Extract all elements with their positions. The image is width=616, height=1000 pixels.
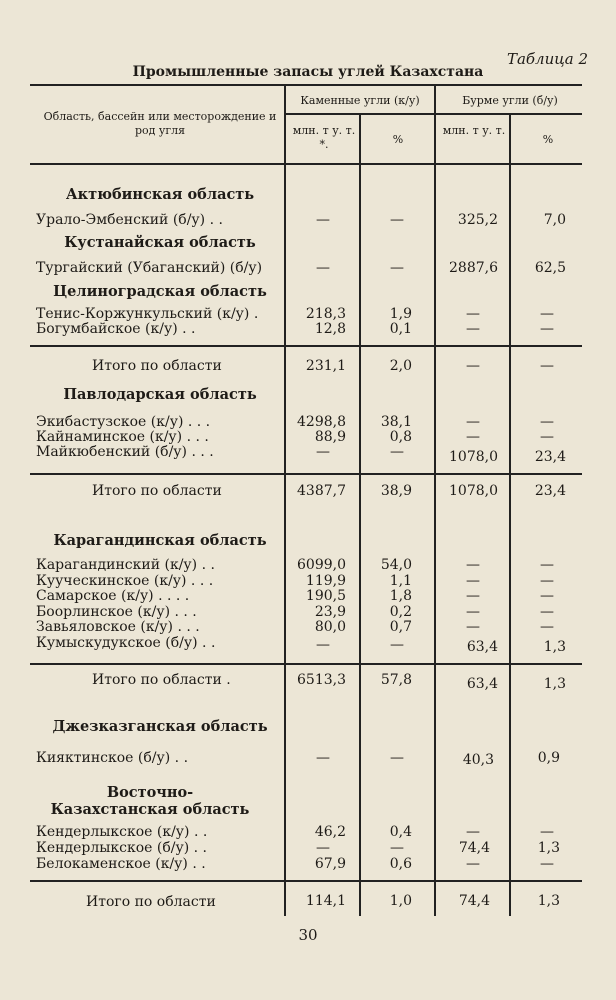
subtotal-rule bbox=[30, 663, 582, 665]
subtotal-rule bbox=[30, 880, 582, 882]
column-rule bbox=[509, 113, 511, 916]
row-name: Кендерлыкское (к/у) . . bbox=[36, 824, 208, 840]
hard-percent-cell: 2,0 bbox=[389, 358, 412, 374]
region-heading: Актюбинская область bbox=[65, 186, 255, 203]
brown-tons-cell: 1078,0 bbox=[449, 449, 498, 465]
brown-percent-cell: — bbox=[540, 557, 554, 573]
subtotal-rule bbox=[30, 345, 582, 347]
region-heading: Целиноградская область bbox=[53, 283, 267, 300]
hard-percent-cell: — bbox=[390, 750, 404, 766]
brown-percent-cell: 62,5 bbox=[534, 260, 566, 276]
brown-percent-cell: — bbox=[540, 358, 554, 374]
subtotal-label: Итого по области bbox=[86, 894, 216, 910]
hard-tons-cell: 218,3 bbox=[305, 306, 346, 322]
hard-tons-cell: 46,2 bbox=[314, 824, 346, 840]
page-number: 30 bbox=[298, 926, 318, 944]
hard-tons-cell: 231,1 bbox=[305, 358, 346, 374]
row-name: Тургайский (Убаганский) (б/у) bbox=[36, 260, 263, 276]
subtotal-label: Итого по области bbox=[92, 358, 222, 374]
hard-percent-cell: 57,8 bbox=[380, 672, 412, 688]
hard-tons-cell: — bbox=[316, 637, 330, 653]
hard-percent-cell: 1,1 bbox=[389, 573, 412, 589]
brown-tons-cell: 325,2 bbox=[457, 212, 498, 228]
brown-tons-cell: — bbox=[466, 588, 480, 604]
hard-percent-cell: — bbox=[390, 444, 404, 460]
row-name: Экибастузское (к/у) . . . bbox=[36, 414, 211, 430]
hard-percent-cell: 0,6 bbox=[389, 856, 412, 872]
hard-tons-cell: 4387,7 bbox=[297, 483, 346, 499]
column-rule bbox=[434, 84, 436, 916]
hard-tons-cell: 88,9 bbox=[314, 429, 346, 445]
brown-percent-cell: — bbox=[540, 429, 554, 445]
hard-percent-cell: 0,1 bbox=[389, 321, 412, 337]
region-heading: Кустанайская область bbox=[64, 234, 256, 251]
row-name: Самарское (к/у) . . . . bbox=[36, 588, 190, 604]
hard-tons-cell: 12,8 bbox=[314, 321, 346, 337]
hard-tons-cell: 6099,0 bbox=[297, 557, 346, 573]
brown-tons-cell: 74,4 bbox=[458, 893, 490, 909]
hard-tons-cell: — bbox=[316, 212, 330, 228]
hard-tons-cell: 119,9 bbox=[305, 573, 346, 589]
brown-tons-cell: 1078,0 bbox=[449, 483, 498, 499]
brown-tons-cell: 63,4 bbox=[466, 639, 498, 655]
brown-tons-cell: — bbox=[466, 619, 480, 635]
hard-tons-cell: 190,5 bbox=[305, 588, 346, 604]
brown-percent-cell: — bbox=[540, 414, 554, 430]
brown-tons-cell: — bbox=[466, 604, 480, 620]
brown-percent-cell: — bbox=[540, 856, 554, 872]
region-heading: Восточно-Казахстанская область bbox=[50, 784, 250, 818]
row-name: Кайнаминское (к/у) . . . bbox=[36, 429, 209, 445]
hard-tons-cell: — bbox=[316, 840, 330, 856]
hard-tons-cell: 4298,8 bbox=[297, 414, 346, 430]
row-name: Боорлинское (к/у) . . . bbox=[36, 604, 197, 620]
hard-tons-cell: 23,9 bbox=[314, 604, 346, 620]
hard-percent-cell: 1,9 bbox=[389, 306, 412, 322]
hard-tons-cell: 80,0 bbox=[314, 619, 346, 635]
table-label: Таблица 2 bbox=[506, 50, 588, 68]
header-brown-tons: млн. т у. т. bbox=[442, 124, 506, 137]
hard-percent-cell: 0,7 bbox=[389, 619, 412, 635]
brown-tons-cell: — bbox=[466, 306, 480, 322]
header-hard-coal: Каменные угли (к/у) bbox=[300, 94, 420, 107]
brown-percent-cell: — bbox=[540, 619, 554, 635]
brown-percent-cell: — bbox=[540, 573, 554, 589]
hard-percent-cell: 54,0 bbox=[380, 557, 412, 573]
header-hard-tons: млн. т у. т. *. bbox=[292, 124, 356, 151]
hard-percent-cell: 38,1 bbox=[380, 414, 412, 430]
brown-percent-cell: — bbox=[540, 306, 554, 322]
header-hard-percent: % bbox=[392, 133, 404, 146]
header-brown-percent: % bbox=[542, 133, 554, 146]
row-name: Тенис-Коржункульский (к/у) . bbox=[36, 306, 259, 322]
subtotal-label: Итого по области . bbox=[92, 672, 231, 688]
subtotal-label: Итого по области bbox=[92, 483, 222, 499]
brown-tons-cell: 40,3 bbox=[462, 752, 494, 768]
brown-percent-cell: 7,0 bbox=[543, 212, 566, 228]
brown-percent-cell: 1,3 bbox=[537, 893, 560, 909]
brown-percent-cell: 1,3 bbox=[543, 639, 566, 655]
brown-tons-cell: — bbox=[466, 573, 480, 589]
subtotal-rule bbox=[30, 473, 582, 475]
header-top-rule bbox=[30, 84, 582, 86]
hard-percent-cell: — bbox=[390, 260, 404, 276]
hard-tons-cell: 114,1 bbox=[305, 893, 346, 909]
brown-tons-cell: 74,4 bbox=[458, 840, 490, 856]
row-name: Кияктинское (б/у) . . bbox=[36, 750, 189, 766]
hard-tons-cell: 6513,3 bbox=[297, 672, 346, 688]
brown-tons-cell: — bbox=[466, 824, 480, 840]
brown-tons-cell: — bbox=[466, 414, 480, 430]
brown-tons-cell: — bbox=[466, 557, 480, 573]
brown-percent-cell: 23,4 bbox=[534, 449, 566, 465]
row-name: Завьяловское (к/у) . . . bbox=[36, 619, 200, 635]
region-heading: Джезказганская область bbox=[52, 718, 268, 735]
brown-tons-cell: 2887,6 bbox=[449, 260, 498, 276]
brown-percent-cell: — bbox=[540, 321, 554, 337]
brown-tons-cell: — bbox=[466, 358, 480, 374]
hard-percent-cell: — bbox=[390, 637, 404, 653]
hard-percent-cell: 1,8 bbox=[389, 588, 412, 604]
row-name: Карагандинский (к/у) . . bbox=[36, 557, 215, 573]
row-name: Белокаменское (к/у) . . bbox=[36, 856, 206, 872]
hard-percent-cell: 1,0 bbox=[389, 893, 412, 909]
brown-percent-cell: 0,9 bbox=[537, 750, 560, 766]
row-name: Урало-Эмбенский (б/у) . . bbox=[36, 212, 223, 228]
header-group-rule bbox=[284, 113, 582, 115]
row-name: Кумыскудукское (б/у) . . bbox=[36, 635, 216, 651]
brown-percent-cell: — bbox=[540, 588, 554, 604]
hard-tons-cell: — bbox=[316, 444, 330, 460]
header-bottom-rule bbox=[30, 163, 582, 165]
hard-percent-cell: 38,9 bbox=[380, 483, 412, 499]
header-name-column: Область, бассейн или месторождение и род угля bbox=[43, 110, 277, 137]
brown-tons-cell: — bbox=[466, 321, 480, 337]
header-brown-coal: Бурме угли (б/у) bbox=[462, 94, 558, 107]
brown-tons-cell: 63,4 bbox=[466, 676, 498, 692]
column-rule bbox=[359, 113, 361, 916]
region-heading: Павлодарская область bbox=[63, 386, 257, 403]
row-name: Кендерлыкское (б/у) . . bbox=[36, 840, 207, 856]
hard-percent-cell: 0,8 bbox=[389, 429, 412, 445]
hard-percent-cell: 0,4 bbox=[389, 824, 412, 840]
hard-tons-cell: — bbox=[316, 750, 330, 766]
brown-percent-cell: — bbox=[540, 824, 554, 840]
hard-percent-cell: — bbox=[390, 212, 404, 228]
hard-percent-cell: 0,2 bbox=[389, 604, 412, 620]
row-name: Кууческинское (к/у) . . . bbox=[36, 573, 214, 589]
brown-percent-cell: — bbox=[540, 604, 554, 620]
hard-percent-cell: — bbox=[390, 840, 404, 856]
brown-tons-cell: — bbox=[466, 429, 480, 445]
column-rule bbox=[284, 84, 286, 916]
brown-percent-cell: 1,3 bbox=[543, 676, 566, 692]
brown-percent-cell: 23,4 bbox=[534, 483, 566, 499]
row-name: Майкюбенский (б/у) . . . bbox=[36, 444, 214, 460]
table-title: Промышленные запасы углей Казахстана bbox=[132, 64, 484, 80]
hard-tons-cell: 67,9 bbox=[314, 856, 346, 872]
brown-tons-cell: — bbox=[466, 856, 480, 872]
brown-percent-cell: 1,3 bbox=[537, 840, 560, 856]
hard-tons-cell: — bbox=[316, 260, 330, 276]
row-name: Богумбайское (к/у) . . bbox=[36, 321, 196, 337]
region-heading: Карагандинская область bbox=[53, 532, 267, 549]
